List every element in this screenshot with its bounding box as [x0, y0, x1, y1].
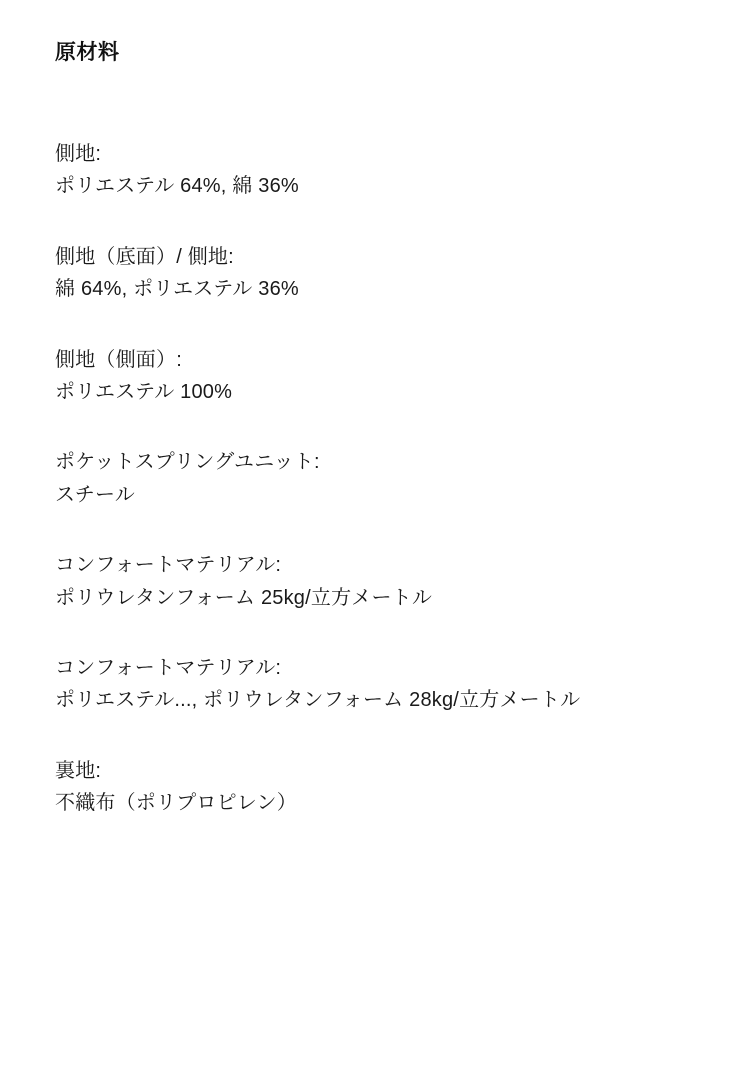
- material-label: 側地（底面）/ 側地:: [55, 245, 234, 268]
- material-label: コンフォートマテリアル:: [55, 656, 282, 679]
- list-item: [55, 138, 701, 203]
- material-value: ポリエステル 100%: [55, 380, 233, 403]
- material-label: 側地（側面）:: [55, 348, 182, 371]
- material-value: ポリエステル..., ポリウレタンフォーム 28kg/立方メートル: [55, 689, 581, 712]
- list-item: [55, 755, 701, 820]
- material-label: ポケットスプリングユニット:: [55, 451, 320, 474]
- page-title: 原材料: [55, 41, 120, 64]
- material-value: 不織布（ポリプロピレン）: [55, 792, 297, 815]
- material-label: コンフォートマテリアル:: [55, 554, 282, 577]
- material-value: ポリエステル 64%, 綿 36%: [55, 175, 299, 198]
- material-value: 綿 64%, ポリエステル 36%: [55, 278, 299, 301]
- material-value: ポリウレタンフォーム 25kg/立方メートル: [55, 586, 433, 609]
- material-label: 裏地:: [55, 759, 102, 782]
- list-item: [55, 446, 701, 511]
- list-item: [55, 652, 701, 717]
- material-value: スチール: [55, 483, 135, 506]
- list-item: [55, 549, 701, 614]
- list-item: [55, 241, 701, 306]
- material-label: 側地:: [55, 143, 102, 165]
- materials-list: [55, 138, 701, 819]
- list-item: [55, 344, 701, 409]
